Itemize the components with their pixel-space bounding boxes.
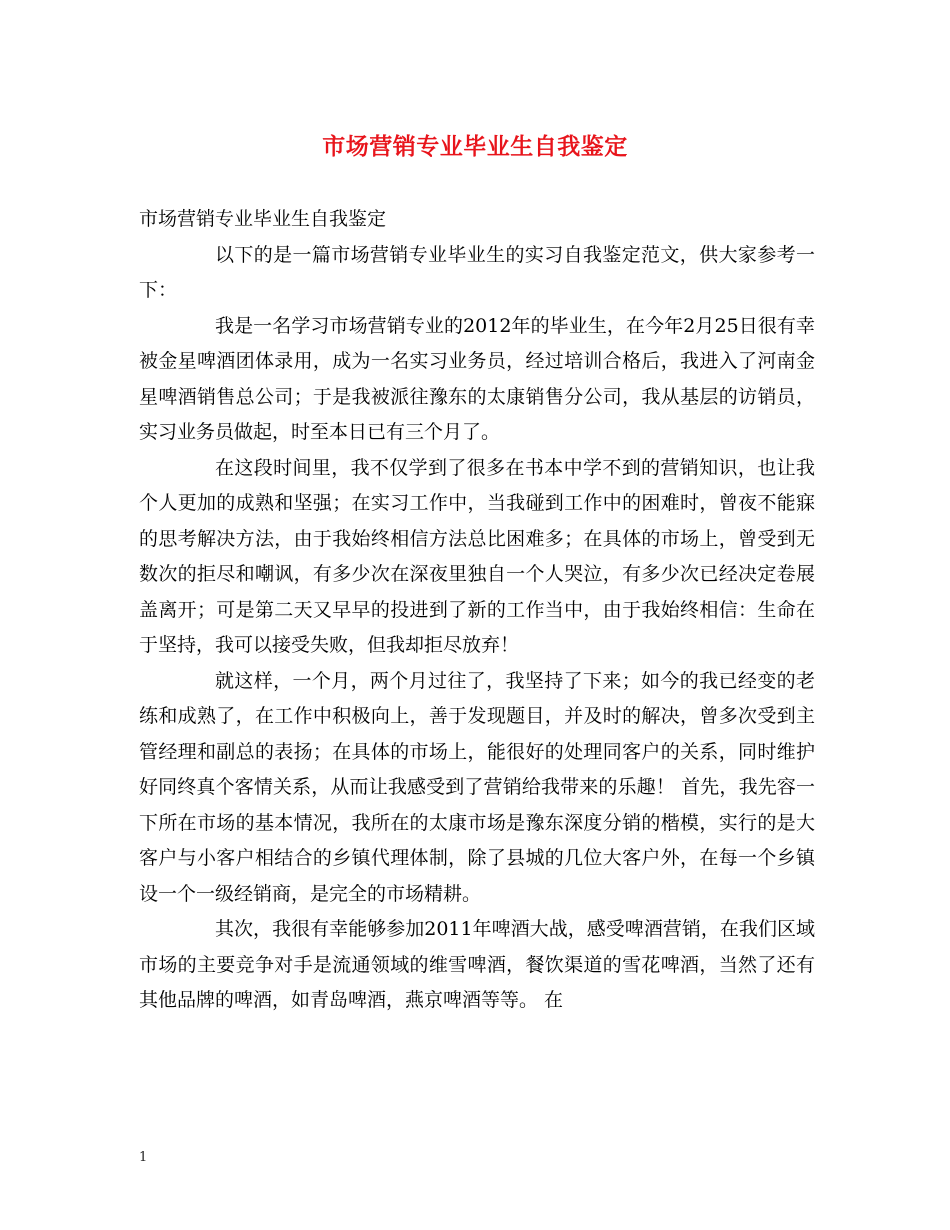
document-subtitle: 市场营销专业毕业生自我鉴定 xyxy=(139,208,387,230)
paragraph-experience: 在这段时间里，我不仅学到了很多在书本中学不到的营销知识，也让我个人更加的成熟和坚强；在实习工作中，当我碰到工作中的困难时，曾夜不能寐的思考解决方法，由于我始终相信方法总比困难多；在具体的市场上，曾受到无数次的拒尽和嘲讽，有多少次在深夜里独自一个人哭泣，有多少次已经决定卷展盖离开；可是第二天又早早的投进到了新的工作当中，由于我始终相信：生命在于坚持，我可以接受失败，但我却拒尽放弃！ xyxy=(139,456,815,656)
document-title: 市场营销专业毕业生自我鉴定 xyxy=(322,133,628,160)
paragraph-growth: 就这样，一个月，两个月过往了，我坚持了下来；如今的我已经变的老练和成熟了，在工作中积极向上，善于发现题目，并及时的解决，曾多次受到主管经理和副总的表扬；在具体的市场上，能很好的处理同客户的关系，同时维护好同终真个客情关系，从而让我感受到了营销给我带来的乐趣！ 首先，我先容一下所在市场的基本情况，我所在的太康市场是豫东深度分销的楷模，实行的是大客户与小客户相结合的乡镇代理体制，除了县城的几位大客户外，在每一个乡镇设一个一级经销商，是完全的市场精耕。 xyxy=(139,669,815,905)
paragraph-intro: 以下的是一篇市场营销专业毕业生的实习自我鉴定范文，供大家参考一下： xyxy=(139,243,815,301)
paragraph-competition: 其次，我很有幸能够参加2011年啤酒大战，感受啤酒营销，在我们区域市场的主要竞争对手是流通领域的维雪啤酒，餐饮渠道的雪花啤酒，当然了还有其他品牌的啤酒，如青岛啤酒，燕京啤酒等等。 在 xyxy=(139,918,815,1011)
document-body xyxy=(139,202,815,1019)
paragraph-background: 我是一名学习市场营销专业的2012年的毕业生，在今年2月25日很有幸被金星啤酒团体录用，成为一名实习业务员，经过培训合格后，我进入了河南金星啤酒销售总公司；于是我被派往豫东的太康销售分公司，我从基层的访销员，实习业务员做起，时至本日已有三个月了。 xyxy=(139,314,815,443)
page-number: 1 xyxy=(139,1150,148,1165)
